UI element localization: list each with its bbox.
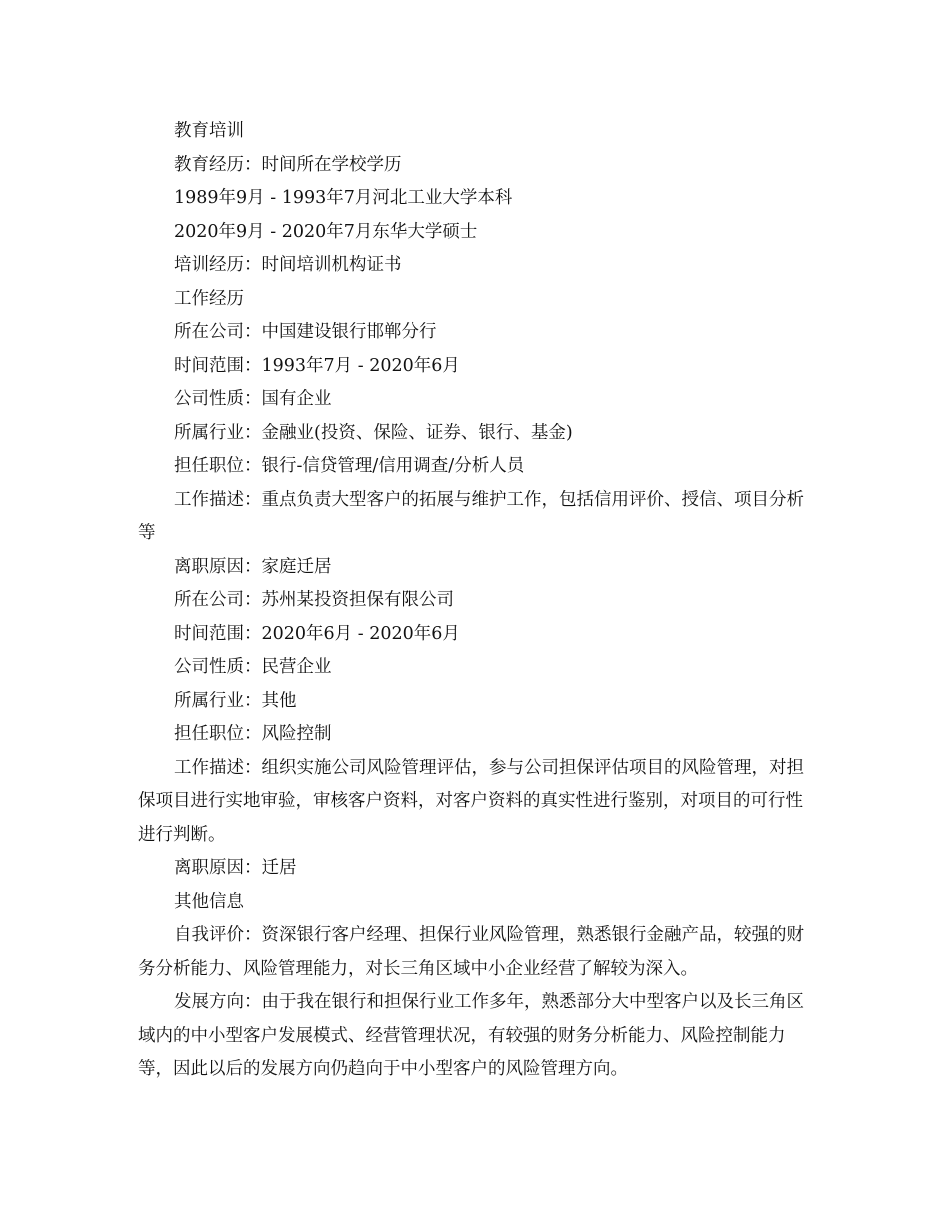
work-industry: 所属行业：金融业(投资、保险、证券、银行、基金) bbox=[174, 422, 573, 443]
section-heading-work: 工作经历 bbox=[174, 288, 244, 309]
work-period: 时间范围：1993年7月 - 2020年6月 bbox=[174, 355, 460, 376]
work-company: 所在公司：中国建设银行邯郸分行 bbox=[174, 322, 437, 342]
work-position: 担任职位：银行-信贷管理/信用调查/分析人员 bbox=[174, 456, 525, 476]
work-company-type: 公司性质：国有企业 bbox=[174, 389, 332, 409]
work-company-type: 公司性质：民营企业 bbox=[174, 657, 332, 677]
section-heading-education: 教育培训 bbox=[174, 121, 244, 141]
work-leave-reason: 离职原因：家庭迁居 bbox=[174, 556, 332, 577]
work-company: 所在公司：苏州某投资担保有限公司 bbox=[174, 590, 454, 610]
education-entry: 1989年9月 - 1993年7月河北工业大学本科 bbox=[174, 188, 513, 208]
work-leave-reason: 离职原因：迁居 bbox=[174, 858, 297, 878]
section-heading-other: 其他信息 bbox=[174, 891, 244, 912]
work-description: 工作描述：组织实施公司风险管理评估，参与公司担保评估项目的风险管理，对担保项目进行实地审验，审核客户资料，对客户资料的真实性进行鉴别，对项目的可行性进行判断。 bbox=[138, 757, 804, 845]
self-evaluation: 自我评价：资深银行客户经理、担保行业风险管理，熟悉银行金融产品，较强的财务分析能力、风险管理能力，对长三角区域中小企业经营了解较为深入。 bbox=[138, 925, 804, 979]
career-direction: 发展方向：由于我在银行和担保行业工作多年，熟悉部分大中型客户以及长三角区域内的中小型客户发展模式、经营管理状况，有较强的财务分析能力、风险控制能力等，因此以后的发展方向仍趋向于中小型客户的风险管理方向。 bbox=[138, 992, 804, 1079]
education-entry: 2020年9月 - 2020年7月东华大学硕士 bbox=[174, 221, 478, 242]
work-industry: 所属行业：其他 bbox=[174, 690, 297, 711]
education-history-header: 教育经历：时间所在学校学历 bbox=[174, 154, 402, 175]
training-history-header: 培训经历：时间培训机构证书 bbox=[174, 255, 402, 275]
work-period: 时间范围：2020年6月 - 2020年6月 bbox=[174, 623, 460, 644]
work-description: 工作描述：重点负责大型客户的拓展与维护工作，包括信用评价、授信、项目分析等 bbox=[138, 489, 804, 543]
work-position: 担任职位：风险控制 bbox=[174, 724, 332, 744]
